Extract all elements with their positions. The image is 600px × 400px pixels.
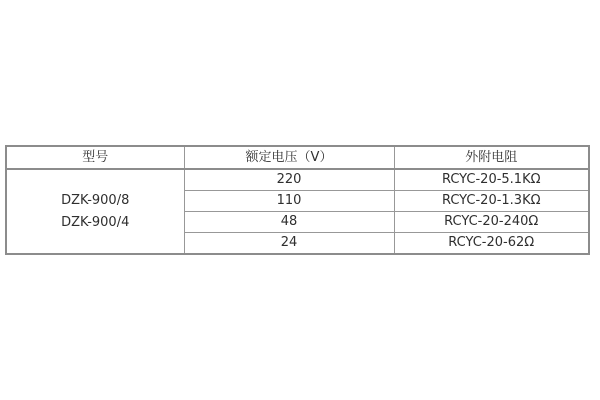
resistor-cell: RCYC-20-240Ω (394, 212, 589, 233)
voltage-cell: 110 (184, 191, 394, 212)
voltage-cell: 48 (184, 212, 394, 233)
voltage-cell: 24 (184, 233, 394, 255)
header-voltage: 额定电压（V） (184, 146, 394, 169)
table-row (6, 169, 589, 191)
resistor-cell: RCYC-20-1.3KΩ (394, 191, 589, 212)
model-name: DZK-900/8 (61, 192, 130, 208)
header-resistor: 外附电阻 (394, 146, 589, 169)
model-cell (6, 169, 184, 254)
resistor-cell: RCYC-20-62Ω (394, 233, 589, 255)
header-row (6, 146, 589, 169)
resistor-cell: RCYC-20-5.1KΩ (394, 169, 589, 191)
header-model: 型号 (6, 146, 184, 169)
model-name: DZK-900/4 (61, 214, 130, 230)
voltage-cell: 220 (184, 169, 394, 191)
spec-table (5, 145, 590, 255)
